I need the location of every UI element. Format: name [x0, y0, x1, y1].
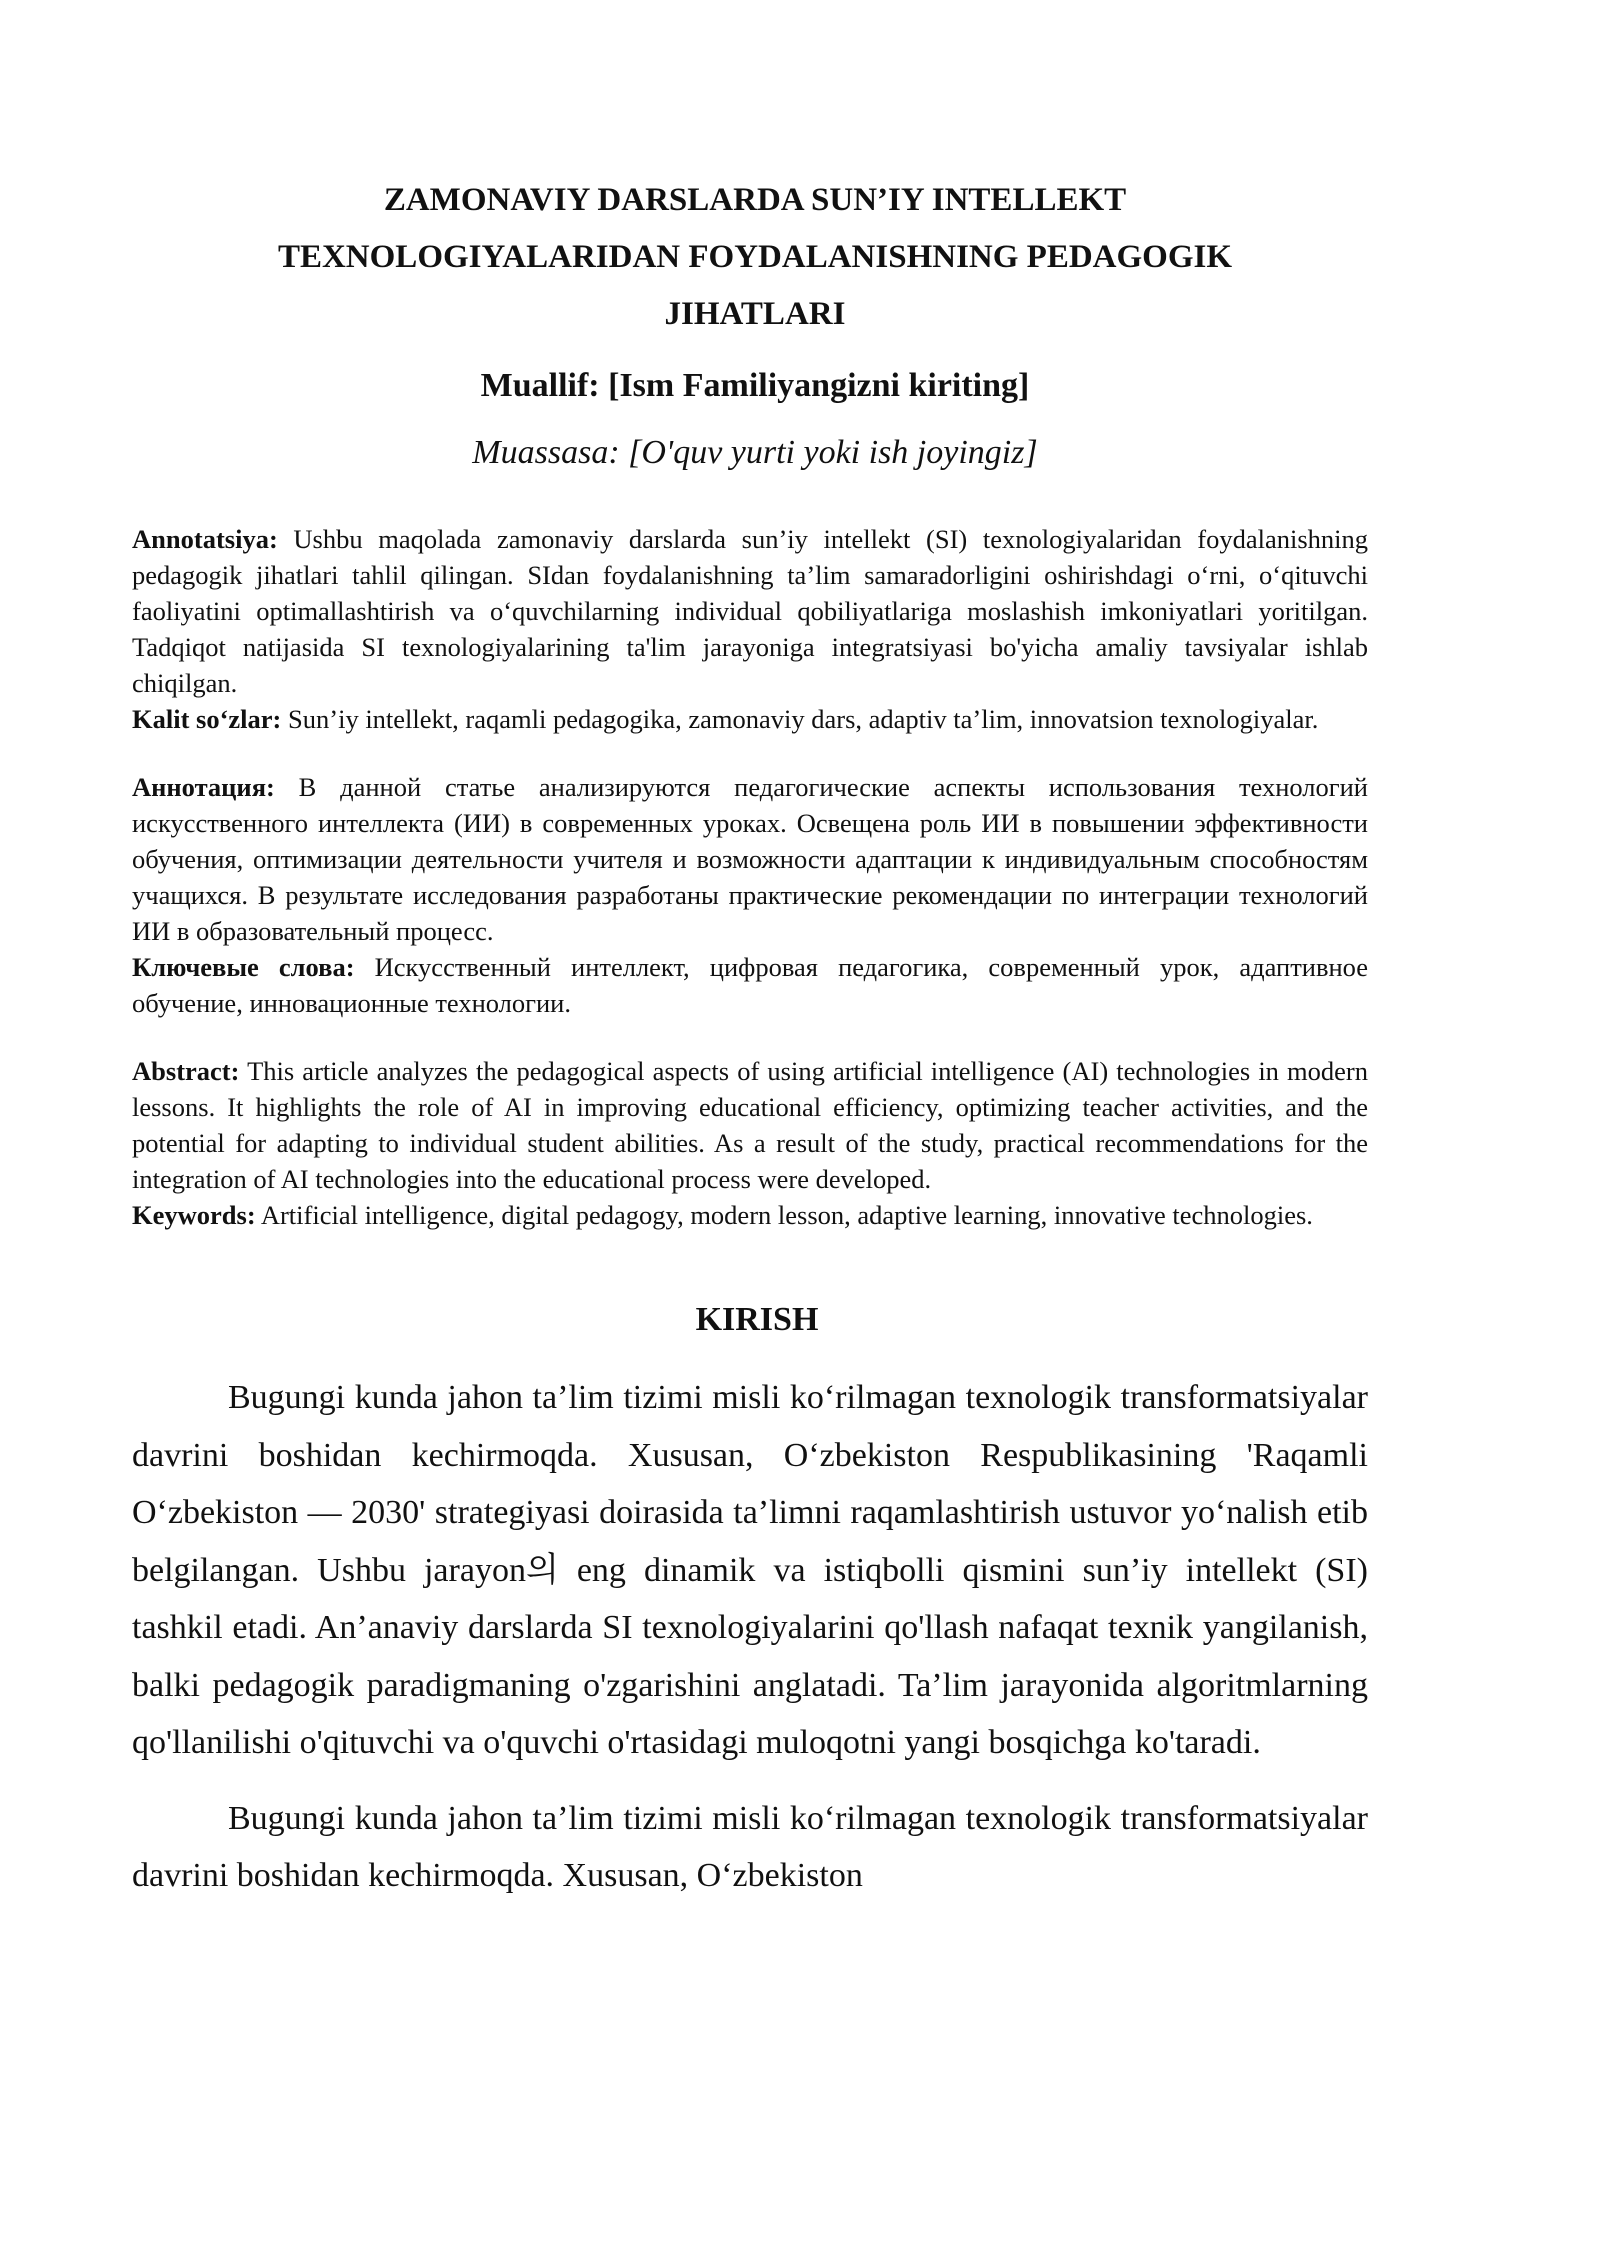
keywords-text: Sun’iy intellekt, raqamli pedagogika, zamonaviy dars, adaptiv ta’lim, innovatsion texnologiyalar.: [281, 704, 1319, 734]
title-line: TEXNOLOGIYALARIDAN FOYDALANISHNING PEDAGOGIK: [277, 239, 1233, 275]
abstract-label: Аннотация:: [132, 772, 275, 802]
abstract-paragraph: [132, 1053, 1368, 1197]
body-paragraph: Bugungi kunda jahon ta’lim tizimi misli ko‘rilmagan texnologik transformatsiyalar davrini boshidan kechirmoqda. Xususan, O‘zbekiston: [132, 1799, 1368, 1895]
abstract-text: В данной статье анализируются педагогические аспекты использования технологий искусственного интеллекта (ИИ) в современных уроках. Освещена роль ИИ в повышении эффективности обучения, оптимизации деятельности учителя и возможности адаптации к индивидуальным способностям учащихся. В результате исследования разработаны практические рекомендации по интеграции технологий ИИ в образовательный процесс.: [132, 772, 1368, 946]
abstract-label: Abstract:: [132, 1056, 240, 1086]
keywords-text: Искусственный интеллект, цифровая педагогика, современный урок, адаптивное обучение, инновационные технологии.: [132, 952, 1368, 1018]
abstract-english: [132, 1053, 1368, 1233]
abstract-label: Annotatsiya:: [132, 524, 278, 554]
title-line: JIHATLARI: [664, 296, 846, 332]
keywords-label: Ключевые слова:: [132, 952, 355, 982]
keywords-paragraph: [132, 701, 1368, 737]
keywords-label: Keywords:: [132, 1200, 256, 1230]
abstract-uzbek: [132, 521, 1368, 737]
keywords-paragraph: [132, 949, 1368, 1021]
abstract-text: Ushbu maqolada zamonaviy darslarda sun’iy intellekt (SI) texnologiyalaridan foydalanishning pedagogik jihatlari tahlil qilingan. SIdan foydalanishning ta’lim samaradorligini oshirishdagi o‘rni, o‘qituvchi faoliyatini optimallashtirish va o‘quvchilarning individual qobiliyatlariga moslashish imkoniyatlari yoritilgan. Tadqiqot natijasida SI texnologiyalarining ta'lim jarayoniga integratsiyasi bo'yicha amaliy tavsiyalar ishlab chiqilgan.: [132, 524, 1368, 698]
abstract-paragraph: [132, 521, 1368, 701]
body-paragraph: Bugungi kunda jahon ta’lim tizimi misli ko‘rilmagan texnologik transformatsiyalar davrini boshidan kechirmoqda. Xususan, O‘zbekiston Respublikasining 'Raqamli O‘zbekiston — 2030' strategiyasi doirasida ta’limni raqamlashtirish ustuvor yo‘nalish etib belgilangan. Ushbu jarayon의 eng dinamik va istiqbolli qismini sun’iy intellekt (SI) tashkil etadi. An’anaviy darslarda SI texnologiyalarini qo'llash nafaqat texnik yangilanish, balki pedagogik paradigmaning o'zgarishini anglatadi. Ta’lim jarayonida algoritmlarning qo'llanilishi o'qituvchi va o'quvchi o'rtasidagi muloqotni yangi bosqichga ko'taradi.: [132, 1379, 1368, 1762]
author-line: Muallif: [Ism Familiyangizni kiriting]: [480, 367, 1030, 404]
keywords-text: Artificial intelligence, digital pedagogy, modern lesson, adaptive learning, innovative technologies.: [255, 1200, 1313, 1230]
keywords-label: Kalit so‘zlar:: [132, 704, 282, 734]
abstract-text: This article analyzes the pedagogical aspects of using artificial intelligence (AI) technologies in modern lessons. It highlights the role of AI in improving educational efficiency, optimizing teacher activities, and the potential for adapting to individual student abilities. As a result of the study, practical recommendations for the integration of AI technologies into the educational process were developed.: [132, 1056, 1368, 1194]
title-line: ZAMONAVIY DARSLARDA SUN’IY INTELLEKT: [383, 182, 1127, 218]
abstract-russian: [132, 769, 1368, 1021]
keywords-paragraph: [132, 1197, 1368, 1233]
abstract-paragraph: [132, 769, 1368, 949]
paper-title: [132, 172, 1368, 343]
institution-line: Muassasa: [O'quv yurti yoki ish joyingiz]: [472, 434, 1038, 471]
document-page: [132, 172, 1368, 1905]
section-heading: KIRISH: [695, 1301, 819, 1338]
